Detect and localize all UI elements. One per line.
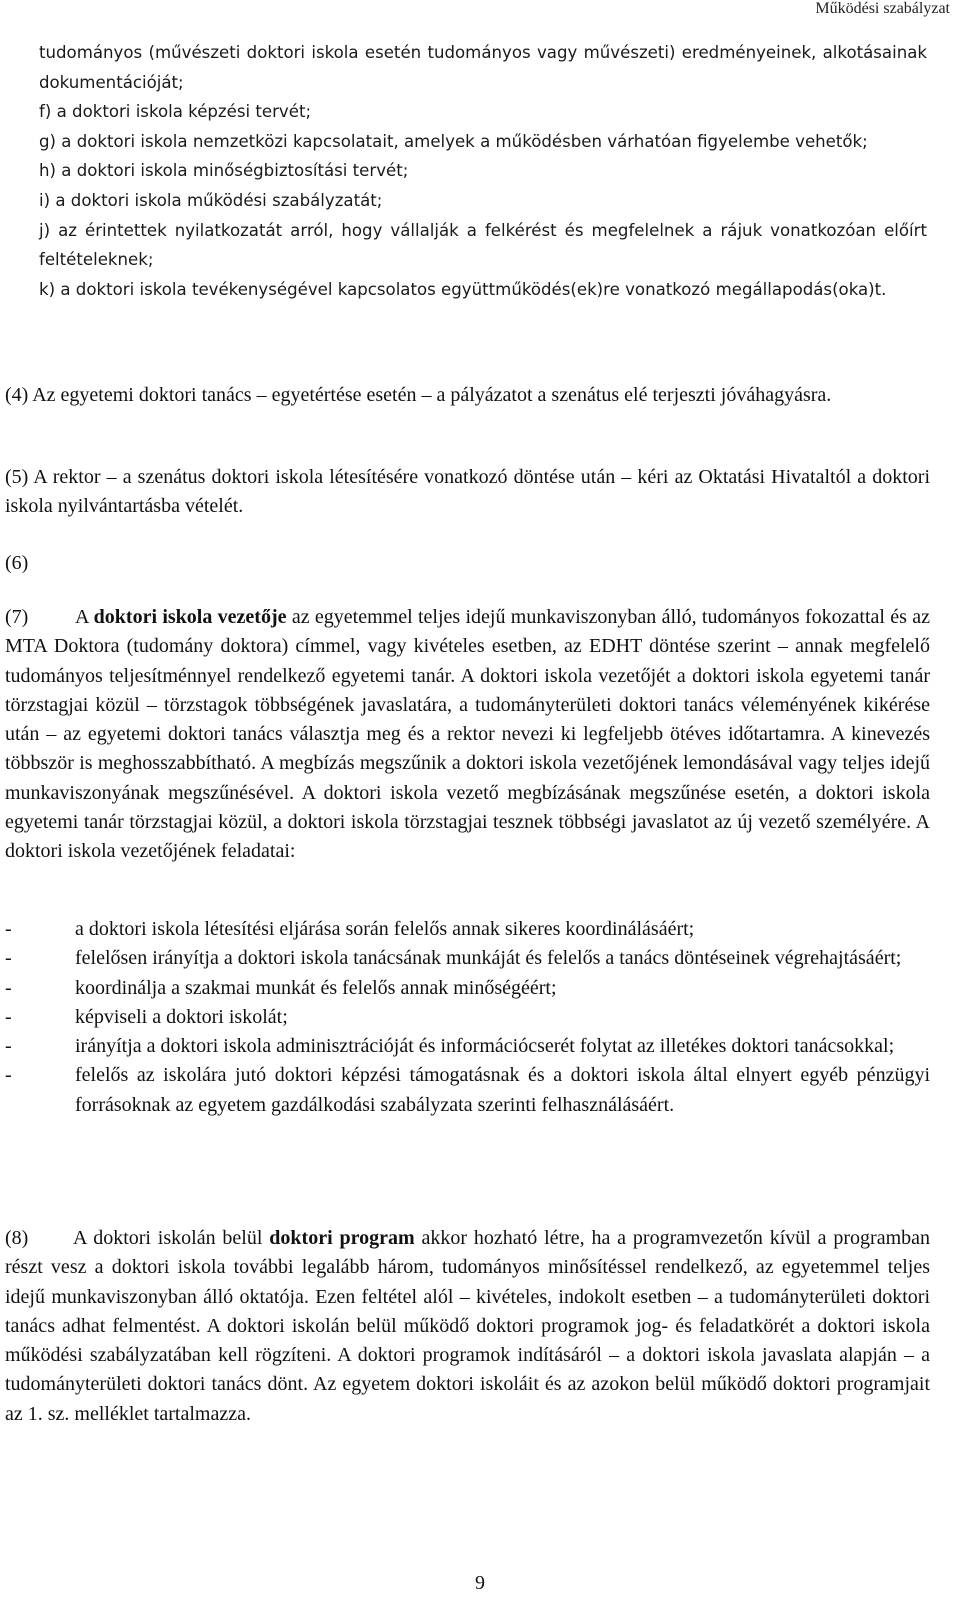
paragraph-6: (6) (5, 552, 29, 574)
dash-bullet: - (5, 1035, 12, 1058)
page-number: 9 (475, 1572, 485, 1594)
bold-term: doktori iskola vezetője (93, 606, 287, 628)
list-item: k) a doktori iskola tevékenységével kapcsolatos együttműködés(ek)re vonatkozó megállapodás(oka)t. (39, 279, 887, 299)
requirements-list-continued (39, 38, 927, 304)
list-item-text: irányítja a doktori iskola adminisztrációját és információcserét folytat az illetékes doktori tanácsokkal; (75, 1035, 895, 1058)
paragraph-number: (8) (5, 1227, 29, 1249)
list-item-text: felelősen irányítja a doktori iskola tanácsának munkáját és felelős a tanács döntéseinek végrehajtásáért; (75, 947, 902, 970)
paragraph-8 (5, 1224, 930, 1429)
page-header: Működési szabályzat (815, 0, 950, 17)
list-item-text: képviseli a doktori iskolát; (75, 1005, 288, 1028)
paragraph-text: az egyetemmel teljes idejű munkaviszonyban álló, tudományos fokozattal és az MTA Doktora (tudomány doktora) címmel, vagy kivételes esetben, az EDHT döntése szerint – annak megfelelő tudományos teljesítménnyel rendelkező egyetemi tanár. A doktori iskola vezetőjét a doktori iskola egyetemi tanár törzstagjai közül – törzstagok többségének javaslatára, a tudományterületi doktori tanács véleményének kikérése után – az egyetemi doktori tanács választja meg és a rektor nevezi ki legfeljebb ötéves időtartamra. A kinevezés többször is meghosszabbítható. A megbízás megszűnik a doktori iskola vezetőjének lemondásával vagy teljes idejű munkaviszonyának megszűnésével. A doktori iskola vezető megbízásának megszűnése esetén, a doktori iskola egyetemi tanár törzstagjai közül, a doktori iskola törzstagjai tesznek többségi javaslatot az új vezető személyére. A doktori iskola vezetőjének feladatai: (5, 606, 931, 863)
paragraph-lead: A (75, 606, 89, 628)
list-item-text: felelős az iskolára jutó doktori képzési támogatásnak és a doktori iskola által elnyert egyéb pénzügyi forrásoknak az egyetem gazdálkodási szabályzata szerinti felhasználásáért. (75, 1064, 930, 1116)
list-item (5, 915, 930, 944)
bold-term: doktori program (269, 1227, 415, 1249)
paragraph-lead: A doktori iskolán belül (73, 1227, 263, 1249)
dash-bullet: - (5, 976, 12, 999)
dash-bullet: - (5, 1064, 12, 1087)
dash-bullet: - (5, 918, 12, 940)
dash-bullet: - (5, 1005, 12, 1028)
list-item-text: koordinálja a szakmai munkát és felelős annak minőségéért; (75, 976, 557, 999)
paragraph-5: (5) A rektor – a szenátus doktori iskola létesítésére vonatkozó döntése után – kéri az Oktatási Hivataltól a doktori iskola nyilvántartásba vételét. (5, 466, 930, 518)
list-item: j) az érintettek nyilatkozatát arról, hogy vállalják a felkérést és megfelelnek a rájuk vonatkozóan előírt feltételeknek; (39, 220, 927, 270)
list-item (5, 1061, 930, 1120)
list-item: tudományos (művészeti doktori iskola esetén tudományos vagy művészeti) eredményeinek, alkotásainak dokumentációját; (39, 43, 927, 92)
list-item (5, 944, 930, 973)
dash-bullet: - (5, 947, 12, 970)
list-item: i) a doktori iskola működési szabályzatát; (39, 190, 383, 210)
list-item (5, 1003, 930, 1032)
list-item: h) a doktori iskola minőségbiztosítási tervét; (39, 161, 409, 181)
duties-list (5, 915, 930, 1120)
list-item: f) a doktori iskola képzési tervét; (39, 102, 312, 122)
paragraph-4: (4) Az egyetemi doktori tanács – egyetértése esetén – a pályázatot a szenátus elé terjeszti jóváhagyásra. (5, 384, 832, 406)
list-item (5, 974, 930, 1003)
list-item: g) a doktori iskola nemzetközi kapcsolatait, amelyek a működésben várhatóan figyelembe vehetők; (39, 131, 868, 151)
list-item (5, 1032, 930, 1061)
paragraph-number: (7) (5, 606, 29, 628)
paragraph-text: akkor hozható létre, ha a programvezetőn kívül a programban részt vesz a doktori iskola további legalább három, tudományos minősítéssel rendelkező, az egyetemmel teljes idejű munkaviszonyban álló oktatója. Ezen feltétel alól – kivételes, indokolt esetben – a tudományterületi doktori tanács adhat felmentést. A doktori iskolán belül működő doktori programok jog- és feladatkörét a doktori iskola működési szabályzatában kell rögzíteni. A doktori programok indításáról – a doktori iskola javaslata alapján – a tudományterületi doktori tanács dönt. Az egyetem doktori iskoláit és az azokon belül működő doktori programjait az 1. sz. melléklet tartalmazza. (5, 1227, 931, 1425)
paragraph-7 (5, 603, 930, 867)
list-item-text: a doktori iskola létesítési eljárása során felelős annak sikeres koordinálásáért; (75, 918, 695, 940)
